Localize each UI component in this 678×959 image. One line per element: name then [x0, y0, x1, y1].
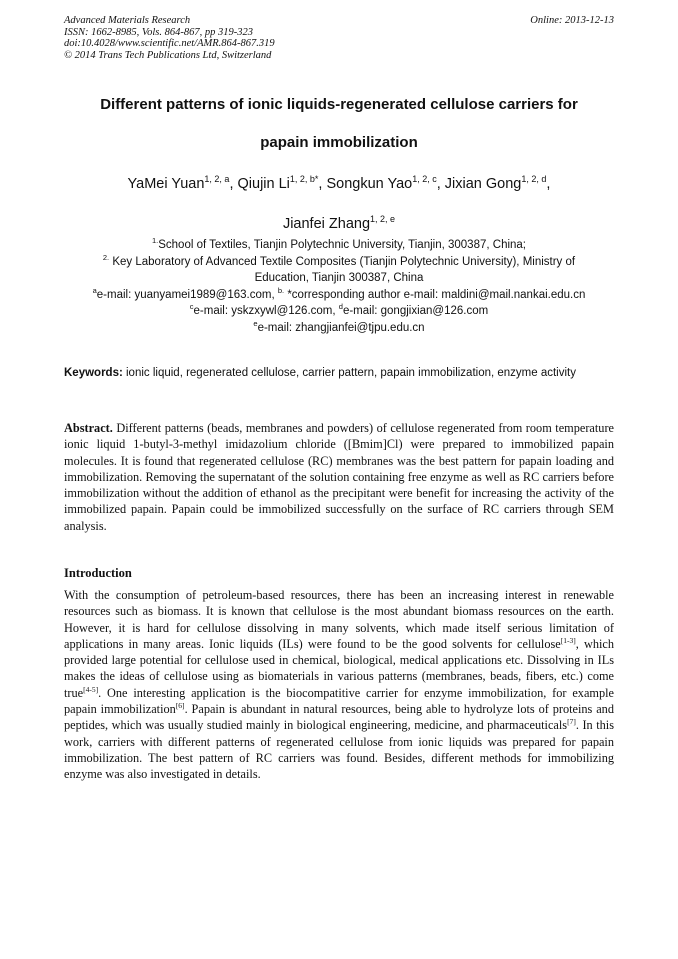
affiliation-1	[64, 237, 614, 254]
email-text: e-mail: gongjixian@126.com	[342, 305, 489, 317]
email-text: e-mail: yuanyamei1989@163.com,	[96, 288, 278, 301]
affiliation-2	[64, 254, 614, 271]
affiliations	[64, 237, 614, 336]
author-affil-sup: 1, 2, b*	[289, 174, 319, 185]
author-affil-sup: 1, 2, d	[521, 174, 547, 185]
intro-text: . One interesting application is the biocompatitive carrier for enzyme immobilization, for example papain immobilization	[64, 685, 614, 717]
abstract	[64, 420, 614, 534]
author-affil-sup: 1, 2, e	[370, 214, 396, 225]
email-sup: e	[253, 318, 258, 328]
copyright-line: © 2014 Trans Tech Publications Ltd, Switzerland	[64, 49, 272, 61]
keywords	[64, 365, 614, 381]
doi-line: doi:10.4028/www.scientific.net/AMR.864-867.319	[64, 38, 275, 49]
email-sup: a	[92, 285, 97, 295]
affil-text: School of Textiles, Tianjin Polytechnic University, Tianjin, 300387, China;	[158, 239, 527, 251]
issn-line: ISSN: 1662-8985, Vols. 864-867, pp 319-323	[64, 26, 253, 38]
intro-text: With the consumption of petroleum-based resources, there has been an increasing interest in renewable resources such as biomass. It is known that cellulose is the most abundant biomass resources on the earth. However, it is hard for cellulose dissolving in many solvents, which made itself serious limitation of applications in many areas. Ionic liquids (ILs) were found to be the good solvents for cellulose	[64, 588, 614, 651]
email-text: *corresponding author e-mail: maldini@mail.nankai.edu.cn	[287, 288, 586, 301]
author-affil-sup: 1, 2, a	[204, 174, 230, 185]
affiliation-2-cont: Education, Tianjin 300387, China	[254, 272, 424, 284]
author-line-1	[64, 164, 614, 204]
author-separator: ,	[229, 176, 238, 192]
title-line-2: papain immobilization	[260, 134, 418, 151]
title-line-1: Different patterns of ionic liquids-regenerated cellulose carriers for	[100, 96, 578, 113]
section-heading-introduction: Introduction	[64, 566, 132, 580]
affil-sup: 2.	[102, 252, 110, 262]
email-line-ab	[64, 287, 614, 304]
keywords-text: ionic liquid, regenerated cellulose, carrier pattern, papain immobilization, enzyme activity	[122, 367, 576, 379]
email-text: e-mail: zhangjianfei@tjpu.edu.cn	[257, 321, 425, 334]
affil-text: Key Laboratory of Advanced Textile Composites (Tianjin Polytechnic University), Ministry of	[112, 255, 576, 268]
author-separator: ,	[436, 176, 445, 192]
email-line-cd	[64, 303, 614, 320]
author-separator: ,	[318, 176, 327, 192]
online-date: Online: 2013-12-13	[530, 15, 614, 26]
author-name: YaMei Yuan	[127, 176, 205, 192]
abstract-label: Abstract.	[64, 421, 113, 435]
citation: [1-3]	[560, 635, 576, 645]
email-sup: c	[189, 302, 194, 312]
journal-header	[64, 15, 275, 61]
email-sup: b.	[277, 285, 285, 295]
author-list	[64, 164, 614, 244]
author-name: Jianfei Zhang	[282, 216, 371, 232]
intro-text: . Papain is abundant in natural resources, being able to hydrolyze lots of proteins and peptides, which was usually studied mainly in biological engineering, medicine, and pharmaceuticals	[64, 702, 614, 733]
journal-name: Advanced Materials Research	[64, 15, 191, 26]
abstract-text: Different patterns (beads, membranes and powders) of cellulose regenerated from room temperature ionic liquid 1-butyl-3-methyl imidazolium chloride ([Bmim]Cl) were prepared to immobilized papain molecules. It is found that regenerated cellulose (RC) membranes was the best pattern for papain loading and immobilization. Removing the supernatant of the solution containing free enzyme as well as RC carriers before immobilization without the addition of ethanol as the precipitant were benefit for increasing the activity of the immobilized papain. Papain could be immobilized successfully on the surface of RC carriers through SEM analysis.	[64, 421, 614, 533]
email-line-e	[64, 320, 614, 337]
keywords-label: Keywords:	[64, 367, 123, 379]
introduction-paragraph	[64, 587, 614, 783]
author-name: Songkun Yao	[326, 176, 413, 192]
author-affil-sup: 1, 2, c	[412, 174, 437, 185]
author-name: Qiujin Li	[237, 176, 290, 192]
citation: [7]	[567, 717, 576, 727]
intro-text: . In this work, carriers with different patterns of regenerated cellulose from ionic liquids was prepared for papain immobilization. The best pattern of RC carriers was found. Besides, different methods for immobilizing enzyme was also investigated in details.	[64, 718, 615, 782]
intro-text: , which provided large potential for cellulose used in chemical, biological, medical applications etc. Dissolving in ILs makes the ideas of cellulose using as biomaterials in various patterns (membranes, beads, fibers, etc.) come true	[64, 636, 614, 700]
paper-title	[64, 86, 614, 162]
email-text: e-mail: yskzxywl@126.com,	[193, 305, 339, 317]
citation: [4-5]	[83, 684, 99, 694]
affil-sup: 1.	[151, 236, 159, 246]
citation: [6]	[175, 700, 185, 710]
email-sup: d	[338, 302, 343, 312]
author-separator: ,	[546, 176, 551, 192]
author-name: Jixian Gong	[444, 176, 522, 192]
